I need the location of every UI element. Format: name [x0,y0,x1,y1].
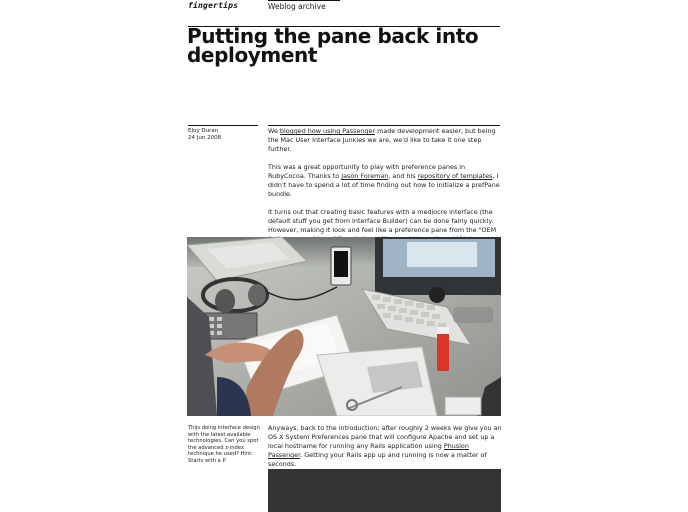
repository-templates-link[interactable]: repository of templates [417,172,493,180]
paragraph-1 [268,127,503,154]
jason-foreman-link[interactable]: Jason Foreman [341,172,389,180]
paragraph-2 [268,163,503,199]
text: , I didn't have to spend a lot of time finding out how to initialize a prefPane bundle. [268,172,500,198]
text: Anyways, back to the introduction; after roughly 2 weeks we give you an OS X System Preferences pane that will configure Apache and set up a local hostname for running any Rails application using [268,424,502,450]
desk-photo-illustration [187,237,501,416]
body-rule [268,125,500,126]
archive-rule [268,0,340,1]
text: We [268,127,280,135]
text: made development easier, but being the Mac User Interface Junkies we are, we'd like to take it one step further. [268,127,496,153]
text: , and his [388,172,418,180]
photo-caption: Thijs doing interface design with the latest available technologies. Can you spot the advanced z-index technique he used? Hint: Starts with a P. [188,425,260,464]
post-title: Putting the pane back into deployment [187,24,479,67]
post-body [268,127,503,253]
screenshot-placeholder [268,469,501,512]
blogged-passenger-link[interactable]: blogged how using Passenger [279,127,376,135]
text: This was a great opportunity to play with preference panes in RubyCocoa. Thanks to [268,163,466,180]
post-author: Eloy Duran [188,128,219,134]
text: . Getting your Rails app up and running is now a matter of seconds. [268,451,487,468]
meta-rule [188,125,258,126]
weblog-archive-link[interactable]: Weblog archive [268,2,326,11]
site-logo[interactable]: fingertips [188,1,239,10]
phusion-passenger-link[interactable]: Phusion Passenger [268,442,469,459]
paragraph-3: It turns out that creating basic features with a mediocre interface (the default stuff you get from Interface Builder) can be done fairly quickly. However, making it look and feel like a preference pane from the "OEM [268,208,497,234]
post-date: 24 Jun 2008 [188,135,222,141]
paragraph-4 [268,424,503,469]
post-meta [188,128,221,142]
post-photo [187,237,501,416]
post-body-continued [268,424,503,469]
